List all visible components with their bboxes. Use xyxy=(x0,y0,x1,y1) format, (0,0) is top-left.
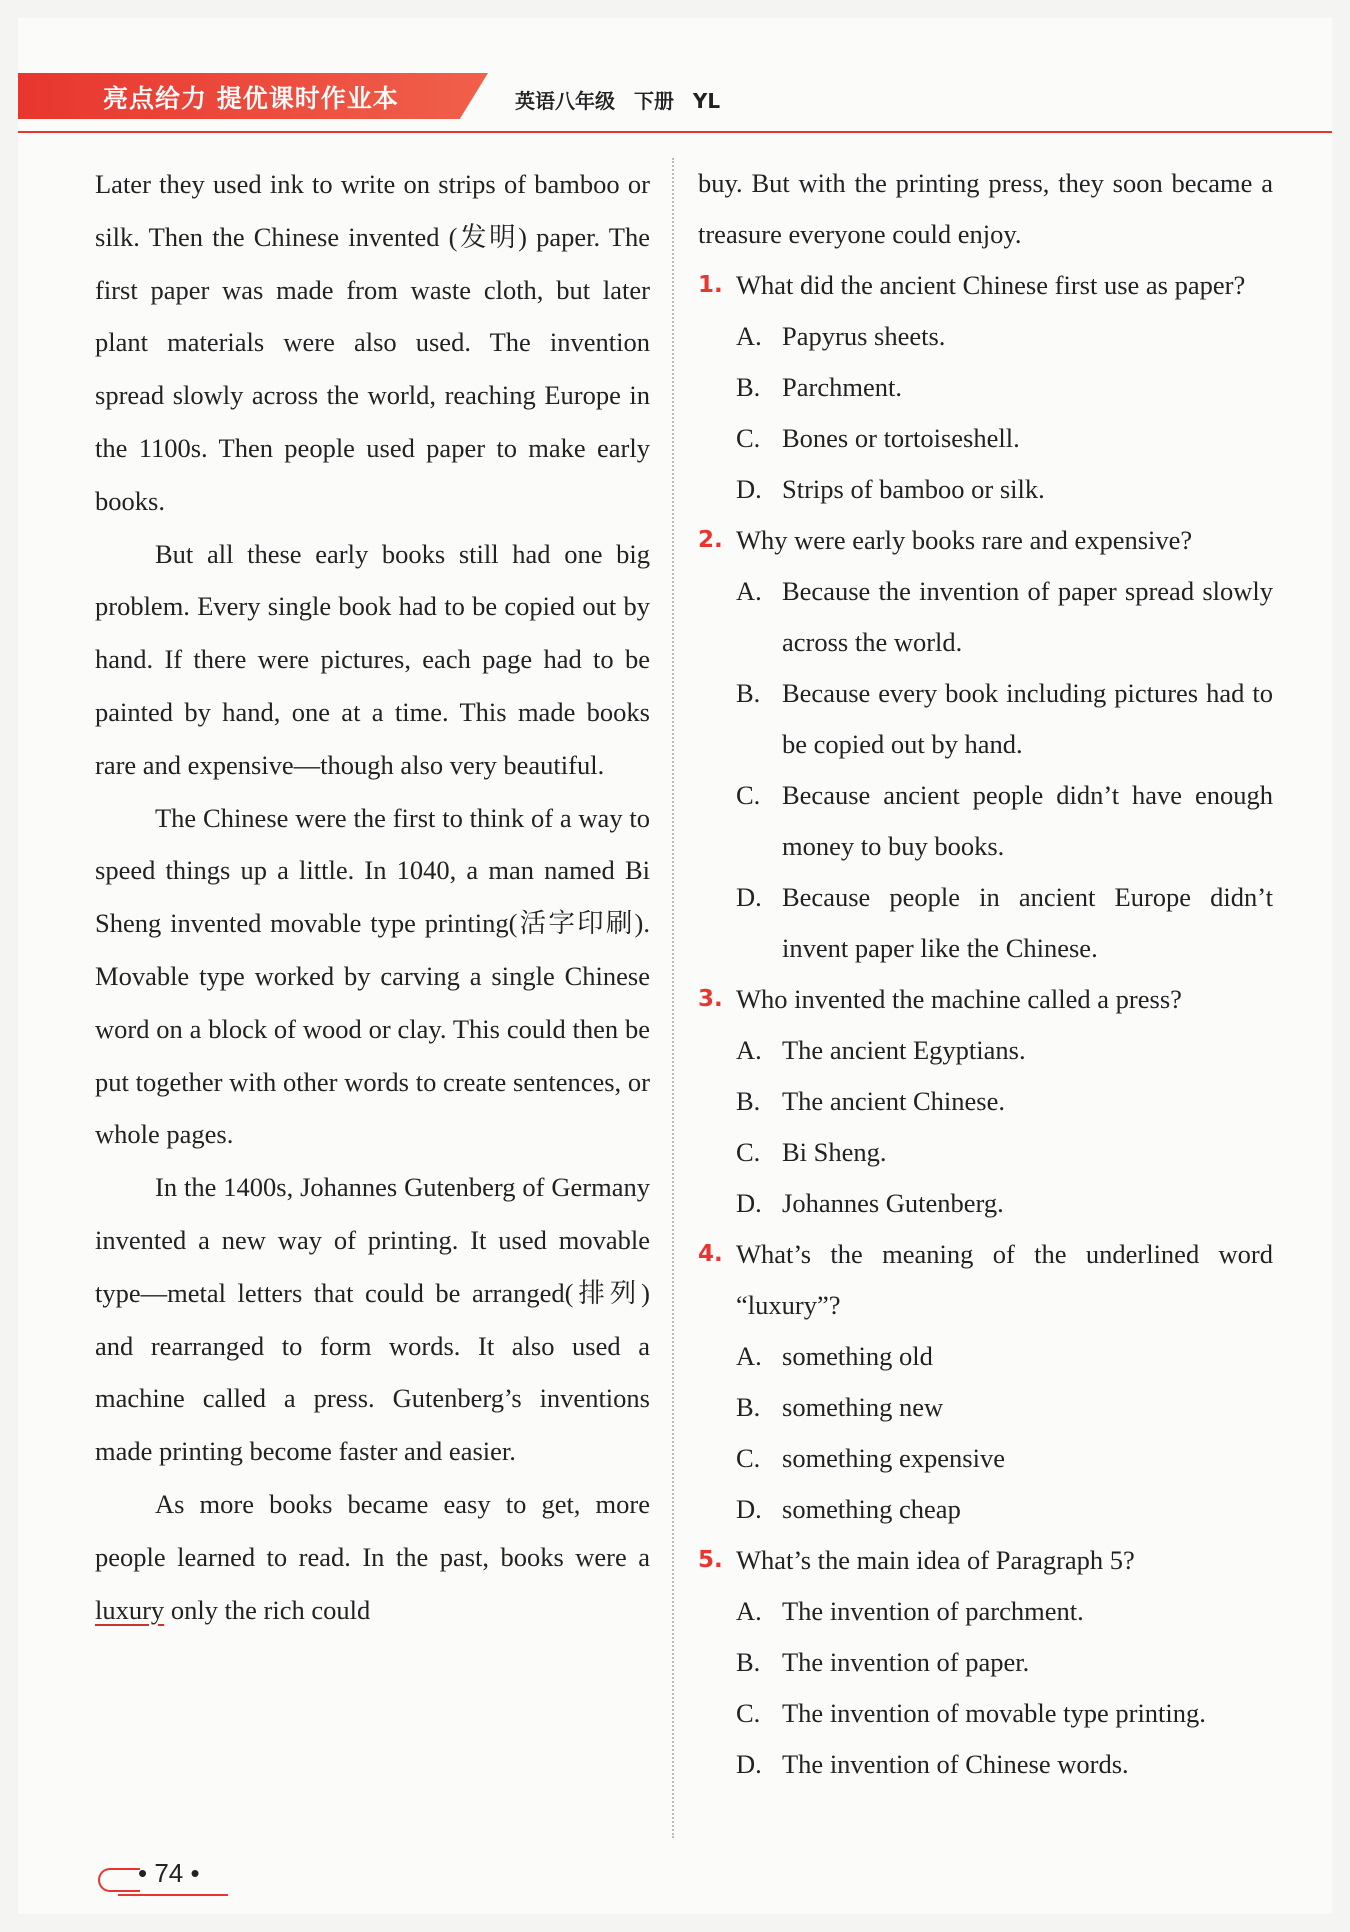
column-divider xyxy=(672,158,674,1838)
option-text: something new xyxy=(782,1392,944,1422)
option-list xyxy=(698,1025,1273,1229)
option-letter: A. xyxy=(736,1341,762,1371)
question-number: 4. xyxy=(698,1241,723,1267)
option-list xyxy=(698,566,1273,974)
question-stem xyxy=(698,1229,1273,1331)
option-text: something old xyxy=(782,1341,933,1371)
question-number: 1. xyxy=(698,272,723,298)
answer-option[interactable] xyxy=(736,413,1273,464)
option-letter: B. xyxy=(736,1392,761,1422)
page-number: • 74 • xyxy=(138,1858,200,1888)
option-text: The invention of Chinese words. xyxy=(782,1749,1129,1779)
question-number: 2. xyxy=(698,527,723,553)
answer-option[interactable] xyxy=(736,1433,1273,1484)
question-text: What did the ancient Chinese first use as paper? xyxy=(736,270,1246,300)
option-text: Bones or tortoiseshell. xyxy=(782,423,1020,453)
question-number: 5. xyxy=(698,1547,723,1573)
question-block xyxy=(698,974,1273,1229)
question-block xyxy=(698,1229,1273,1535)
option-text: Parchment. xyxy=(782,372,902,402)
option-letter: C. xyxy=(736,423,761,453)
option-list xyxy=(698,1586,1273,1790)
question-text: What’s the main idea of Paragraph 5? xyxy=(736,1545,1135,1575)
page-footer xyxy=(98,1858,228,1898)
page-header xyxy=(18,73,1332,133)
passage-continuation xyxy=(698,158,1273,260)
answer-option[interactable] xyxy=(736,668,1273,770)
passage-paragraph: But all these early books still had one big problem. Every single book had to be copied out by hand. If there were pictures, each page had to be painted by hand, one at a time. This made books rare and expensive—though also very beautiful. xyxy=(95,538,650,780)
option-text: Because every book including pictures had to be copied out by hand. xyxy=(782,678,1273,759)
question-block xyxy=(698,515,1273,974)
option-text: The ancient Egyptians. xyxy=(782,1035,1026,1065)
book-title: 亮点给力 提优课时作业本 xyxy=(103,84,399,113)
question-text: Why were early books rare and expensive? xyxy=(736,525,1193,555)
option-list xyxy=(698,311,1273,515)
answer-option[interactable] xyxy=(736,1484,1273,1535)
question-text: Who invented the machine called a press? xyxy=(736,984,1182,1014)
option-letter: A. xyxy=(736,1035,762,1065)
answer-option[interactable] xyxy=(736,770,1273,872)
passage-paragraph: The Chinese were the first to think of a way to speed things up a little. In 1040, a man named Bi Sheng invented movable type printing(活字印刷). Movable type worked by carving a single Chinese word on a block of wood or clay. This could then be put together with other words to create sentences, or whole pages. xyxy=(95,802,650,1150)
passage-paragraph xyxy=(95,1478,650,1636)
answer-option[interactable] xyxy=(736,464,1273,515)
option-text: The invention of parchment. xyxy=(782,1596,1084,1626)
underlined-word: luxury xyxy=(95,1594,165,1625)
option-text: Strips of bamboo or silk. xyxy=(782,474,1045,504)
answer-option[interactable] xyxy=(736,1688,1273,1739)
answer-option[interactable] xyxy=(736,362,1273,413)
option-letter: D. xyxy=(736,474,762,504)
option-letter: B. xyxy=(736,678,761,708)
question-stem xyxy=(698,974,1273,1025)
option-list xyxy=(698,1331,1273,1535)
footer-rule xyxy=(118,1894,228,1896)
answer-option[interactable] xyxy=(736,1586,1273,1637)
question-block xyxy=(698,1535,1273,1790)
option-letter: C. xyxy=(736,1698,761,1728)
passage-paragraph: buy. But with the printing press, they soon became a treasure everyone could enjoy. xyxy=(698,168,1273,249)
option-letter: B. xyxy=(736,1086,761,1116)
question-number: 3. xyxy=(698,986,723,1012)
question-text: What’s the meaning of the underlined word “luxury”? xyxy=(736,1239,1273,1320)
answer-option[interactable] xyxy=(736,1178,1273,1229)
option-text: The invention of movable type printing. xyxy=(782,1698,1206,1728)
option-letter: C. xyxy=(736,1443,761,1473)
option-text: Johannes Gutenberg. xyxy=(782,1188,1004,1218)
option-text: Bi Sheng. xyxy=(782,1137,887,1167)
option-text: The ancient Chinese. xyxy=(782,1086,1005,1116)
answer-option[interactable] xyxy=(736,1076,1273,1127)
question-stem xyxy=(698,515,1273,566)
option-letter: D. xyxy=(736,882,762,912)
answer-option[interactable] xyxy=(736,566,1273,668)
reading-passage xyxy=(95,158,650,1636)
option-letter: A. xyxy=(736,576,762,606)
option-text: The invention of paper. xyxy=(782,1647,1030,1677)
answer-option[interactable] xyxy=(736,1382,1273,1433)
question-stem xyxy=(698,260,1273,311)
answer-option[interactable] xyxy=(736,1331,1273,1382)
question-stem xyxy=(698,1535,1273,1586)
option-letter: D. xyxy=(736,1188,762,1218)
workbook-page xyxy=(18,18,1332,1914)
answer-option[interactable] xyxy=(736,1127,1273,1178)
passage-paragraph: In the 1400s, Johannes Gutenberg of Germany invented a new way of printing. It used movable type—metal letters that could be arranged(排列) and rearranged to form words. It also used a machine called a press. Gutenberg’s inventions made printing become faster and easier. xyxy=(95,1172,650,1467)
option-letter: B. xyxy=(736,372,761,402)
option-letter: D. xyxy=(736,1494,762,1524)
passage-paragraph: Later they used ink to write on strips of bamboo or silk. Then the Chinese invented (发明) paper. The first paper was made from waste cloth, but later plant materials were also used. The invention spread slowly across the world, reaching Europe in the 1100s. Then people used paper to make early books. xyxy=(95,169,650,516)
footer-ornament xyxy=(98,1868,140,1892)
option-letter: D. xyxy=(736,1749,762,1779)
option-text: Because people in ancient Europe didn’t invent paper like the Chinese. xyxy=(782,882,1273,963)
option-text: Papyrus sheets. xyxy=(782,321,946,351)
answer-option[interactable] xyxy=(736,1025,1273,1076)
question-block xyxy=(698,260,1273,515)
option-letter: B. xyxy=(736,1647,761,1677)
option-text: something expensive xyxy=(782,1443,1005,1473)
option-text: Because the invention of paper spread slowly across the world. xyxy=(782,576,1273,657)
answer-option[interactable] xyxy=(736,872,1273,974)
option-text: something cheap xyxy=(782,1494,961,1524)
answer-option[interactable] xyxy=(736,1739,1273,1790)
passage-text: As more books became easy to get, more people learned to read. In the past, books were a xyxy=(95,1488,650,1572)
answer-option[interactable] xyxy=(736,1637,1273,1688)
passage-text: only the rich could xyxy=(170,1594,371,1625)
option-letter: A. xyxy=(736,321,762,351)
option-text: Because ancient people didn’t have enough money to buy books. xyxy=(782,780,1273,861)
option-letter: C. xyxy=(736,1137,761,1167)
header-rule xyxy=(18,131,1332,133)
question-list xyxy=(698,260,1273,1790)
option-letter: A. xyxy=(736,1596,762,1626)
option-letter: C. xyxy=(736,780,761,810)
book-subject: 英语八年级 下册 YL xyxy=(515,89,721,113)
answer-option[interactable] xyxy=(736,311,1273,362)
